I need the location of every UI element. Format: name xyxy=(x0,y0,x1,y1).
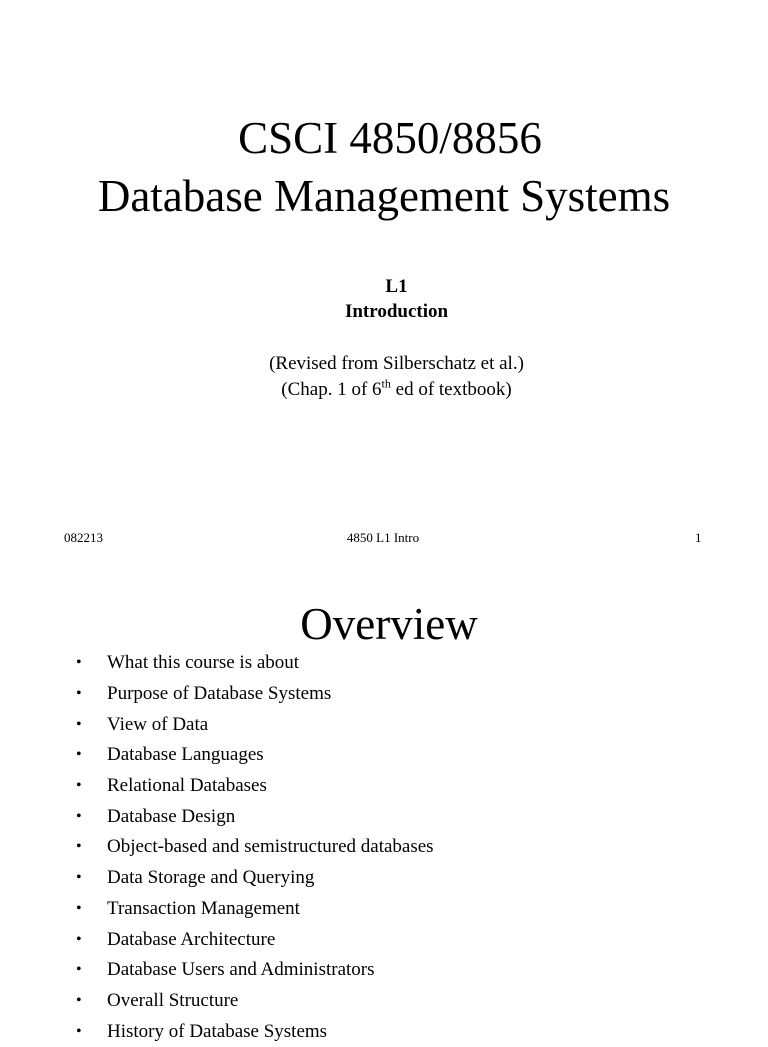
bullet-text: Relational Databases xyxy=(107,775,267,797)
bullet-dot-icon: • xyxy=(76,807,82,825)
bullet-text: Overall Structure xyxy=(107,989,239,1011)
chapter-note xyxy=(0,377,768,403)
lecture-name: Introduction xyxy=(344,301,449,322)
overview-slide xyxy=(0,560,768,1042)
bullet-dot-icon: • xyxy=(76,777,82,795)
bullet-text: Transaction Management xyxy=(107,897,300,919)
bullet-text: Database Users and Administrators xyxy=(107,959,375,981)
course-number-title: CSCI 4850/8856 xyxy=(238,113,542,163)
lecture-code: L1 xyxy=(385,276,408,297)
chapter-note-suffix: ed of textbook) xyxy=(390,379,512,400)
bullet-dot-icon: • xyxy=(76,1022,82,1040)
bullet-item xyxy=(76,986,434,1017)
bullet-text: Database Languages xyxy=(107,744,264,766)
footer-date: 082213 xyxy=(64,530,103,545)
bullet-item xyxy=(76,955,434,986)
bullet-item xyxy=(76,863,434,894)
bullet-dot-icon: • xyxy=(76,899,82,917)
bullet-dot-icon: • xyxy=(76,838,82,856)
bullet-item xyxy=(76,894,434,925)
bullet-item xyxy=(76,1016,434,1047)
bullet-text: Object-based and semistructured databases xyxy=(107,836,434,858)
bullet-dot-icon: • xyxy=(76,715,82,733)
bullet-dot-icon: • xyxy=(76,685,82,703)
bullet-item xyxy=(76,832,434,863)
chapter-note-superscript: th xyxy=(381,376,391,391)
bullet-dot-icon: • xyxy=(76,930,82,948)
bullet-dot-icon: • xyxy=(76,869,82,887)
source-note: (Revised from Silberschatz et al.) xyxy=(269,353,524,374)
overview-bullet-list xyxy=(76,648,434,1047)
bullet-text: Database Design xyxy=(107,805,236,827)
bullet-item xyxy=(76,709,434,740)
footer-course: 4850 L1 Intro xyxy=(346,530,420,545)
bullet-item xyxy=(76,740,434,771)
bullet-text: History of Database Systems xyxy=(107,1020,328,1042)
bullet-dot-icon: • xyxy=(76,991,82,1009)
bullet-dot-icon: • xyxy=(76,746,82,764)
bullet-text: Data Storage and Querying xyxy=(107,867,315,889)
overview-title: Overview xyxy=(300,599,478,649)
bullet-item xyxy=(76,924,434,955)
bullet-dot-icon: • xyxy=(76,654,82,672)
chapter-note-prefix: (Chap. 1 of 6 xyxy=(281,379,382,400)
bullet-dot-icon: • xyxy=(76,961,82,979)
bullet-item xyxy=(76,771,434,802)
bullet-item xyxy=(76,679,434,710)
bullet-item xyxy=(76,801,434,832)
footer-page-number: 1 xyxy=(695,530,702,545)
course-name-title: Database Management Systems xyxy=(97,171,671,221)
bullet-item xyxy=(76,648,434,679)
bullet-text: Database Architecture xyxy=(107,928,276,950)
bullet-text: Purpose of Database Systems xyxy=(107,683,332,705)
bullet-text: View of Data xyxy=(107,713,209,735)
bullet-text: What this course is about xyxy=(107,652,300,674)
